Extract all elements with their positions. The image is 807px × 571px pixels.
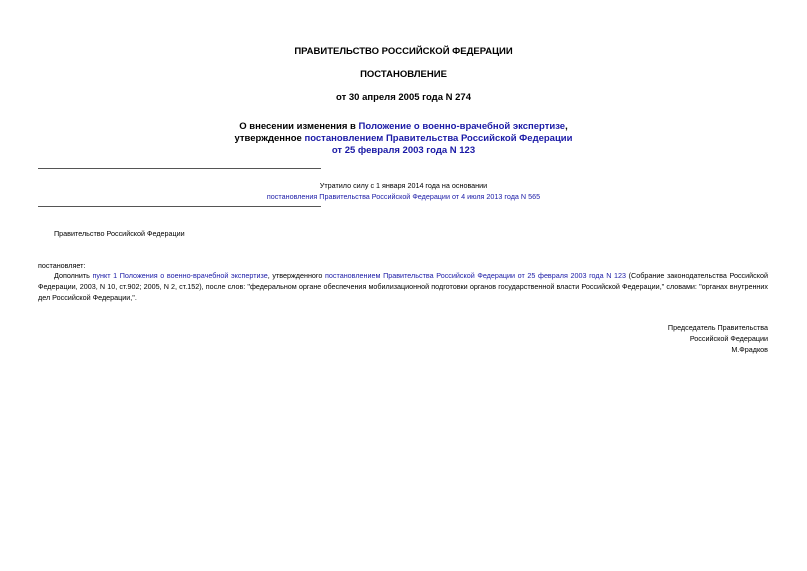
repeal-decree-link[interactable]: постановления Правительства Российской Федерации от 4 июля 2013 года N 565 bbox=[266, 192, 541, 201]
status-line: Утратило силу с 1 января 2014 года на основании bbox=[319, 181, 488, 190]
decree-reference-link[interactable]: постановлением Правительства Российской Федерации от 25 февраля 2003 года N 123 bbox=[325, 271, 627, 280]
divider-top bbox=[38, 168, 321, 169]
signatory-title: Председатель Правительства bbox=[667, 323, 768, 332]
title-line-3 bbox=[0, 145, 807, 157]
document-title bbox=[0, 121, 807, 157]
decree-link[interactable]: постановлением Правительства Российской Федерации bbox=[304, 133, 573, 144]
signatory-organization: Российской Федерации bbox=[689, 334, 768, 343]
title-line-2 bbox=[0, 133, 807, 145]
document-date-number: от 30 апреля 2005 года N 274 bbox=[336, 92, 471, 103]
signature-block bbox=[668, 322, 768, 355]
decree-date-link[interactable]: от 25 февраля 2003 года N 123 bbox=[331, 145, 476, 156]
signatory-name: М.Фрадков bbox=[731, 345, 768, 354]
decrees-text: постановляет: bbox=[38, 261, 86, 270]
paragraph-mid: , утвержденного bbox=[267, 271, 326, 280]
divider-bottom bbox=[38, 206, 321, 207]
clause-link[interactable]: пункт 1 Положения о военно-врачебной экспертизе bbox=[92, 271, 268, 280]
paragraph-end: (Собрание законодательства Российской Федерации, 2003, N 10, ст.902; 2005, N 2, ст.152), после слов: "федеральном органе обеспечения мобилизационной подготовки органов государственной власти Российской Федерации," словами: "органах внутренних дел Российской Федерации,". bbox=[38, 271, 769, 302]
document-type: ПОСТАНОВЛЕНИЕ bbox=[360, 69, 447, 80]
government-heading: ПРАВИТЕЛЬСТВО РОССИЙСКОЙ ФЕДЕРАЦИИ bbox=[294, 46, 513, 57]
paragraph-start: Дополнить bbox=[54, 271, 93, 280]
title-prefix: О внесении изменения в bbox=[239, 121, 359, 132]
title-line-1 bbox=[0, 121, 807, 133]
status-note bbox=[0, 180, 807, 202]
title-approved-by: утвержденное bbox=[234, 133, 305, 144]
regulation-link[interactable]: Положение о военно-врачебной экспертизе bbox=[358, 121, 566, 132]
body-paragraph bbox=[38, 270, 768, 303]
issuer-text: Правительство Российской Федерации bbox=[54, 229, 185, 238]
title-comma: , bbox=[565, 121, 568, 132]
